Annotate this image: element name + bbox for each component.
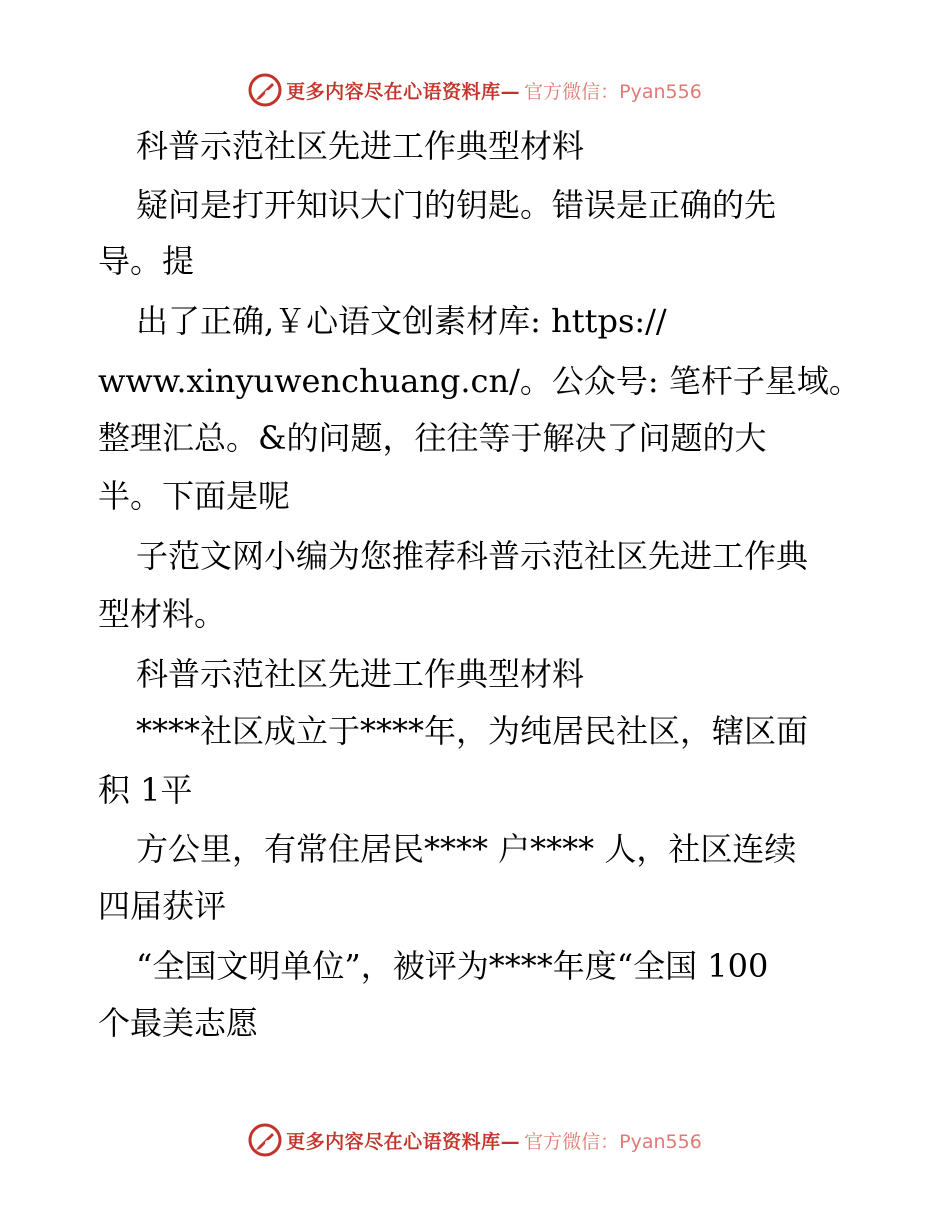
banner-suffix: 官方微信：Pyan556	[524, 1130, 702, 1153]
section-title: 科普示范社区先进工作典型材料	[136, 655, 585, 693]
paragraph-line: 四届获评	[98, 887, 227, 925]
paragraph-line: 方公里，有常住居民**** 户**** 人，社区连续	[136, 830, 797, 868]
paragraph-line: 整理汇总。&的问题，往往等于解决了问题的大	[98, 419, 767, 457]
paragraph-line: 疑问是打开知识大门的钥匙。错误是正确的先	[136, 186, 777, 224]
footer-banner	[0, 1120, 950, 1160]
doc-title: 科普示范社区先进工作典型材料	[136, 127, 585, 165]
banner-inner	[248, 73, 702, 107]
paragraph-line: 出了正确,￥心语文创素材库: https://	[136, 302, 667, 340]
banner-text: 更多内容尽在心语资料库—	[286, 80, 521, 103]
pen-logo-icon	[248, 73, 282, 107]
paragraph-line: ****社区成立于****年，为纯居民社区，辖区面	[136, 712, 809, 750]
paragraph-line: 个最美志愿	[98, 1004, 259, 1042]
paragraph-line: 子范文网小编为您推荐科普示范社区先进工作典	[136, 537, 809, 575]
banner-suffix: 官方微信：Pyan556	[524, 80, 702, 103]
paragraph-line: 型材料。	[98, 595, 227, 633]
banner-text: 更多内容尽在心语资料库—	[286, 1130, 521, 1153]
paragraph-line: 半。下面是呢	[98, 477, 291, 515]
paragraph-line: 导。提	[98, 242, 195, 280]
header-banner	[0, 70, 950, 110]
pen-logo-icon	[248, 1123, 282, 1157]
paragraph-line: “全国文明单位”，被评为****年度“全国 100	[136, 947, 769, 985]
paragraph-line: www.xinyuwenchuang.cn/。公众号: 笔杆子星域。	[98, 362, 861, 400]
banner-inner	[248, 1123, 702, 1157]
paragraph-line: 积 1平	[98, 771, 193, 809]
